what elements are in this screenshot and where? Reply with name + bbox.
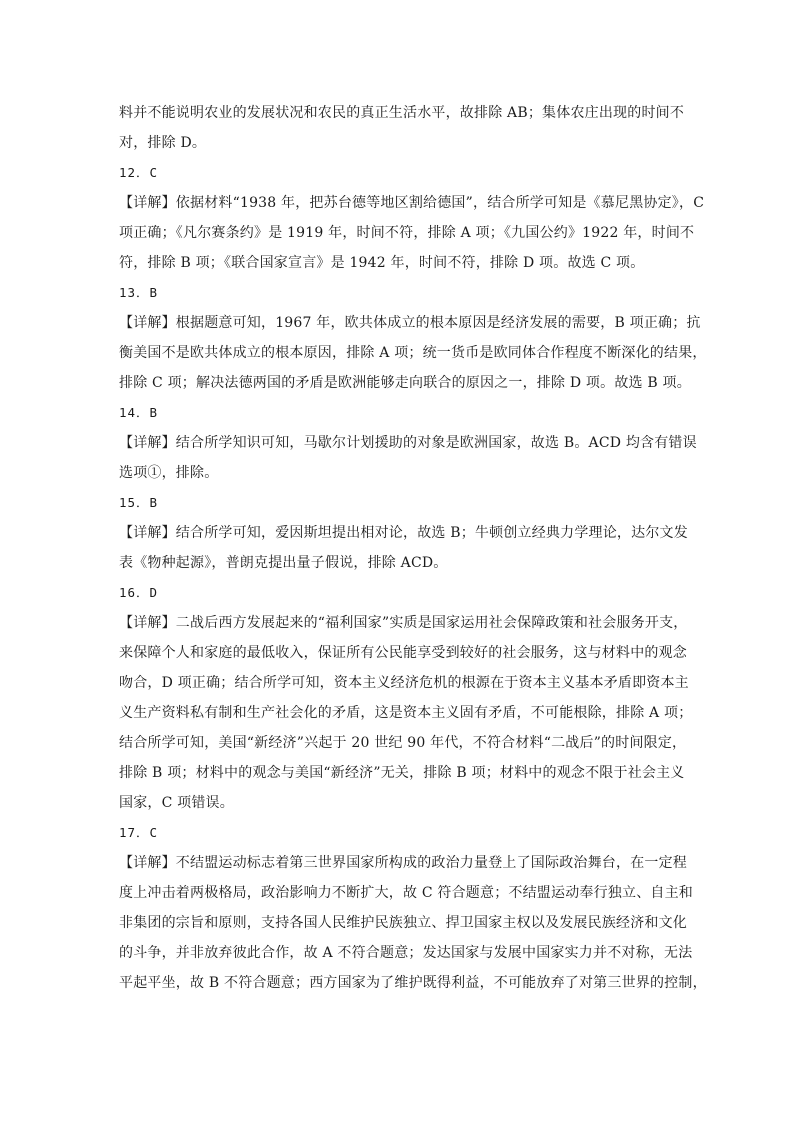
text-line: 吻合，D 项正确；结合所学可知，资本主义经济危机的根源在于资本主义基本矛盾即资本主 [119,675,689,691]
text-line: 【详解】根据题意可知，1967 年，欧共体成立的根本原因是经济发展的需要，B 项正确；抗 [119,315,701,331]
text-line: 衡美国不是欧共体成立的根本原因，排除 A 项；统一货币是欧同体合作程度不断深化的结果， [119,345,707,361]
question-number: 12．C [119,165,159,180]
text-line: 国家，C 项错误。 [119,795,234,811]
question-number: 14．B [119,405,159,420]
question-number: 13．B [119,285,159,300]
question-number: 17．C [119,825,159,840]
question-number: 16．D [119,585,159,600]
text-line: 【详解】结合所学可知，爱因斯坦提出相对论，故选 B；牛顿创立经典力学理论，达尔文发 [119,525,688,541]
document-page [119,98,707,998]
text-line: 表《物种起源》，普朗克提出量子假说，排除 ACD。 [119,555,448,571]
text-line: 【详解】依据材料“1938 年，把苏台德等地区割给德国”，结合所学可知是《慕尼黑协定》，C [119,195,705,211]
text-line: 度上冲击着两极格局，政治影响力不断扩大，故 C 符合题意；不结盟运动奉行独立、自主和 [119,885,694,901]
text-line: 【详解】二战后西方发展起来的“福利国家”实质是国家运用社会保障政策和社会服务开支， [119,615,688,631]
text-line: 料并不能说明农业的发展状况和农民的真正生活水平，故排除 AB；集体农庄出现的时间不 [119,105,685,121]
text-line: 【详解】不结盟运动标志着第三世界国家所构成的政治力量登上了国际政治舞台，在一定程 [119,855,687,871]
text-line: 【详解】结合所学知识可知，马歇尔计划援助的对象是欧洲国家，故选 B。ACD 均含有错误 [119,435,697,451]
text-line: 平起平坐，故 B 不符合题意；西方国家为了维护既得利益，不可能放弃了对第三世界的控制， [119,975,707,991]
text-line: 排除 B 项；材料中的观念与美国“新经济”无关，排除 B 项；材料中的观念不限于社会主义 [119,765,685,781]
text-line: 结合所学可知，美国“新经济”兴起于 20 世纪 90 年代，不符合材料“二战后”的时间限定， [119,735,687,751]
text-line: 来保障个人和家庭的最低收入，保证所有公民能享受到较好的社会服务，这与材料中的观念 [119,645,687,661]
text-line: 排除 C 项；解决法德两国的矛盾是欧洲能够走向联合的原因之一，排除 D 项。故选 B 项。 [119,375,691,391]
text-line: 符，排除 B 项；《联合国家宣言》是 1942 年，时间不符，排除 D 项。故选 C 项。 [119,255,645,271]
text-line: 非集团的宗旨和原则，支持各国人民维护民族独立、捍卫国家主权以及发展民族经济和文化 [119,915,687,931]
text-line: 项正确；《凡尔赛条约》是 1919 年，时间不符，排除 A 项；《九国公约》1922 年，时间不 [119,225,695,241]
text-line: 义生产资料私有制和生产社会化的矛盾，这是资本主义固有矛盾，不可能根除，排除 A 项； [119,705,693,721]
question-number: 15．B [119,495,159,510]
text-line: 选项①，排除。 [119,465,219,481]
text-line: 的斗争，并非放弃彼此合作，故 A 不符合题意；发达国家与发展中国家实力并不对称，无法 [119,945,693,961]
text-line: 对，排除 D。 [119,135,207,151]
